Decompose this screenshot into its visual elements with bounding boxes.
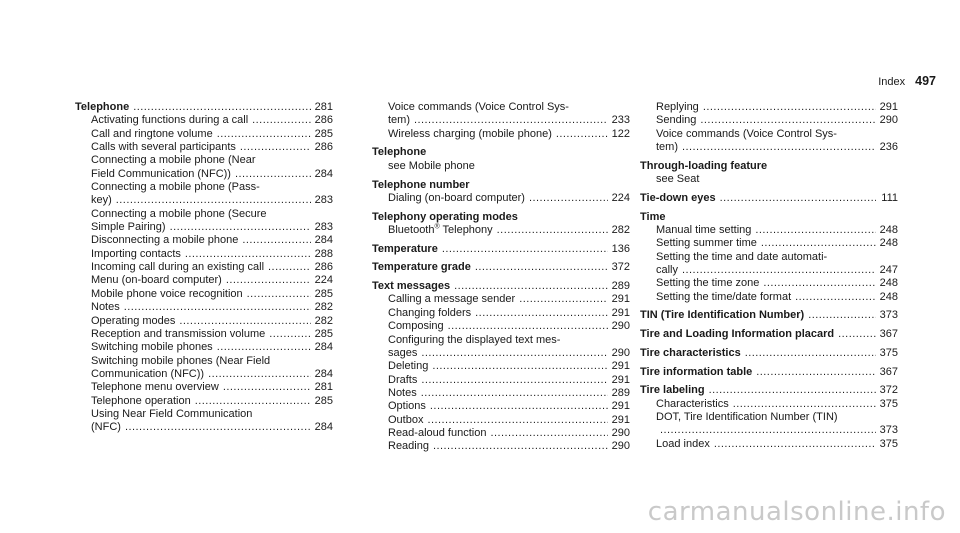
entry-title: Tire characteristics: [640, 346, 741, 359]
subentry-text: Switching mobile phones: [91, 341, 213, 354]
subentry[interactable]: [372, 387, 630, 400]
subentry[interactable]: [75, 328, 333, 341]
subentry[interactable]: [372, 320, 630, 333]
entry-title: Telephony operating modes: [372, 210, 518, 223]
subentry-text: Composing: [388, 320, 444, 333]
page-ref: 224: [611, 191, 630, 204]
page-ref: 367: [879, 365, 898, 378]
subentry-text: Deleting: [388, 360, 429, 373]
page-ref: 284: [314, 421, 333, 434]
see-reference[interactable]: [372, 160, 630, 173]
entry-title: Temperature: [372, 242, 438, 255]
subentry[interactable]: [372, 192, 630, 205]
page-ref: 284: [314, 367, 333, 380]
page-ref: 288: [314, 247, 333, 260]
see-text: see Mobile phone: [388, 159, 475, 172]
entry-title: Telephone: [75, 101, 130, 113]
subentry[interactable]: [75, 288, 333, 301]
subentry[interactable]: [75, 141, 333, 154]
subentry-text-line1: Connecting a mobile phone (Secure: [91, 207, 267, 220]
subentry-text: Drafts: [388, 373, 418, 386]
subentry-text: tem): [656, 141, 678, 154]
subentry[interactable]: [640, 291, 898, 304]
page-ref: 291: [611, 413, 630, 426]
subentry-text: Incoming call during an existing call: [91, 261, 265, 274]
subentry-text: Simple Pairing): [91, 221, 166, 234]
subentry[interactable]: [372, 293, 630, 306]
page-ref: 290: [611, 426, 630, 439]
subentry[interactable]: [75, 408, 333, 435]
subentry[interactable]: [372, 307, 630, 320]
subentry-text: Dialing (on-board computer): [388, 191, 525, 204]
page-ref: 290: [879, 114, 898, 127]
subentry-text-line1: Setting the time and date automati-: [656, 250, 828, 263]
subentry[interactable]: [75, 315, 333, 328]
subentry[interactable]: [75, 381, 333, 394]
page-ref: 375: [879, 346, 898, 359]
page-ref: 248: [879, 237, 898, 250]
index-entry-telephone[interactable]: [75, 101, 333, 114]
subentry-text: Read-aloud function: [388, 426, 487, 439]
subentry[interactable]: [640, 251, 898, 278]
subentry-text: Activating functions during a call: [91, 114, 249, 127]
page-ref: 290: [611, 346, 630, 359]
page-number: 497: [915, 74, 936, 88]
entry-title: Through-loading feature: [640, 159, 768, 172]
subentry-text: Field Communication (NFC)): [91, 167, 231, 180]
subentry[interactable]: [75, 181, 333, 208]
entry-title: Tire information table: [640, 365, 753, 378]
entry-title: Time: [640, 210, 666, 223]
page-ref: 248: [879, 290, 898, 303]
subentry-text: Load index: [656, 437, 710, 450]
page-ref: 291: [611, 373, 630, 386]
subentry-text-line1: Configuring the displayed text mes-: [388, 333, 561, 346]
subentry[interactable]: [75, 274, 333, 287]
page-ref: 111: [881, 191, 898, 204]
page-ref: 373: [879, 309, 898, 322]
subentry[interactable]: [640, 128, 898, 155]
subentry-text: Setting the time zone: [656, 277, 760, 290]
subentry[interactable]: [640, 224, 898, 237]
see-reference[interactable]: [640, 173, 898, 186]
subentry[interactable]: [372, 334, 630, 361]
subentry[interactable]: [372, 427, 630, 440]
page-ref: 367: [879, 328, 898, 341]
subentry-text: Importing contacts: [91, 247, 181, 260]
subentry[interactable]: [75, 128, 333, 141]
subentry-text: Notes: [91, 301, 120, 314]
subentry-text-line1: Switching mobile phones (Near Field: [91, 354, 271, 367]
entry-title: TIN (Tire Identification Number): [640, 309, 805, 322]
subentry-text: cally: [656, 263, 679, 276]
subentry-text-line1: Voice commands (Voice Control Sys-: [656, 127, 837, 140]
page-ref: 285: [314, 287, 333, 300]
subentry-text: Mobile phone voice recognition: [91, 287, 243, 300]
subentry[interactable]: [75, 114, 333, 127]
page-ref: 283: [314, 221, 333, 234]
page-ref: 233: [611, 114, 630, 127]
subentry[interactable]: [372, 128, 630, 141]
page-ref: 281: [314, 381, 333, 394]
watermark-text: carmanualsonline.info: [647, 497, 946, 527]
page-ref: 291: [611, 360, 630, 373]
subentry[interactable]: [372, 440, 630, 453]
page-header: [878, 74, 936, 88]
subentry-text: tem): [388, 114, 410, 127]
page-ref: 286: [314, 114, 333, 127]
see-text: see Seat: [656, 173, 700, 186]
subentry-text-line1: Connecting a mobile phone (Pass-: [91, 181, 260, 194]
index-entry-tire-labeling[interactable]: [640, 384, 898, 397]
subentry[interactable]: [372, 360, 630, 373]
entry-title: Tire labeling: [640, 384, 705, 397]
page-ref: 285: [314, 327, 333, 340]
registered-mark: ®: [434, 223, 440, 231]
subentry-text: Outbox: [388, 413, 424, 426]
subentry[interactable]: [75, 248, 333, 261]
page-ref: 236: [879, 141, 898, 154]
index-entry-time[interactable]: [640, 211, 898, 224]
page-ref: 375: [879, 397, 898, 410]
page-ref: 291: [611, 293, 630, 306]
subentry-text: Changing folders: [388, 306, 472, 319]
page-ref: 291: [611, 400, 630, 413]
index-entry-tire-loading-placard[interactable]: [640, 328, 898, 341]
entry-title: Telephone: [372, 146, 427, 159]
subentry-text: Manual time setting: [656, 223, 752, 236]
subentry-text: sages: [388, 346, 418, 359]
subentry[interactable]: [372, 400, 630, 413]
subentry[interactable]: [75, 395, 333, 408]
index-entry-temperature[interactable]: [372, 243, 630, 256]
page-ref: 248: [879, 223, 898, 236]
subentry-text: Calls with several participants: [91, 141, 236, 154]
subentry[interactable]: [75, 154, 333, 181]
page-ref: 289: [611, 386, 630, 399]
subentry-text-line1: Using Near Field Communication: [91, 407, 253, 420]
subentry-text: Characteristics: [656, 397, 729, 410]
subentry-text: Calling a message sender: [388, 293, 516, 306]
index-entry-tire-characteristics[interactable]: [640, 347, 898, 360]
page-ref: 283: [314, 194, 333, 207]
subentry-text: Replying: [656, 101, 699, 113]
page-ref: 286: [314, 141, 333, 154]
subentry[interactable]: [372, 374, 630, 387]
index-entry-tire-information-table[interactable]: [640, 366, 898, 379]
subentry-text: Reading: [388, 440, 429, 453]
index-entry-through-loading-feature[interactable]: [640, 160, 898, 173]
subentry[interactable]: [75, 234, 333, 247]
index-entry-telephone-number[interactable]: [372, 179, 630, 192]
subentry-text: Setting the time/date format: [656, 290, 792, 303]
subentry-text: Disconnecting a mobile phone: [91, 234, 239, 247]
subentry-text: Telephone operation: [91, 394, 191, 407]
page-ref: 372: [611, 261, 630, 274]
subentry[interactable]: [640, 277, 898, 290]
subentry-text: Setting summer time: [656, 237, 757, 250]
subentry[interactable]: [75, 261, 333, 274]
page-ref: 285: [314, 394, 333, 407]
section-label: Index: [878, 76, 906, 88]
page-ref: 247: [879, 263, 898, 276]
subentry-text: Options: [388, 400, 426, 413]
subentry[interactable]: [640, 237, 898, 250]
page-ref: 291: [611, 306, 630, 319]
page-ref: 291: [879, 101, 898, 113]
subentry-text-line1: DOT, Tire Identification Number (TIN): [656, 411, 838, 423]
page-ref: 282: [611, 223, 630, 236]
page-ref: 284: [314, 341, 333, 354]
entry-title: Telephone number: [372, 178, 470, 191]
entry-title: Tie-down eyes: [640, 191, 716, 204]
subentry[interactable]: [75, 301, 333, 314]
subentry[interactable]: [75, 208, 333, 235]
subentry[interactable]: [640, 114, 898, 127]
index-entry-telephone-see[interactable]: [372, 146, 630, 159]
subentry[interactable]: [75, 341, 333, 354]
subentry-text: Wireless charging (mobile phone): [388, 127, 552, 140]
subentry-text: Notes: [388, 386, 417, 399]
subentry-text: Sending: [656, 114, 697, 127]
subentry[interactable]: [640, 438, 898, 451]
page-ref: 290: [611, 320, 630, 333]
subentry[interactable]: [75, 355, 333, 382]
subentry-text-line1: Voice commands (Voice Control Sys-: [388, 101, 569, 113]
page-ref: 290: [611, 440, 630, 453]
page-ref: 285: [314, 127, 333, 140]
entry-title: Text messages: [372, 280, 451, 293]
index-entry-tie-down-eyes[interactable]: [640, 192, 898, 205]
index-entry-tin[interactable]: [640, 309, 898, 322]
index-column-1: [75, 101, 333, 435]
subentry-text: Telephone menu overview: [91, 381, 219, 394]
subentry-text: Menu (on-board computer): [91, 274, 222, 287]
subentry[interactable]: [640, 411, 898, 438]
page-ref: 284: [314, 234, 333, 247]
subentry[interactable]: [372, 414, 630, 427]
page-ref: 289: [611, 280, 630, 293]
entry-title: Temperature grade: [372, 261, 471, 274]
index-column-3: [640, 101, 898, 451]
index-column-2: [372, 101, 630, 454]
subentry[interactable]: [372, 101, 630, 128]
page-ref: 122: [611, 127, 630, 140]
subentry[interactable]: [640, 101, 898, 114]
subentry-text: (NFC): [91, 421, 121, 434]
subentry-text-line1: Connecting a mobile phone (Near: [91, 154, 256, 167]
page-ref: 248: [879, 277, 898, 290]
page-ref: 224: [314, 274, 333, 287]
subentry-text: Reception and transmission volume: [91, 327, 266, 340]
page-ref: 282: [314, 301, 333, 314]
page-ref: 284: [314, 167, 333, 180]
page-ref: 286: [314, 261, 333, 274]
subentry-text: Bluetooth® Telephony: [388, 223, 493, 236]
subentry[interactable]: [372, 224, 630, 237]
page-ref: 373: [879, 424, 898, 437]
page-ref: 136: [611, 242, 630, 255]
index-entry-text-messages[interactable]: [372, 280, 630, 293]
entry-title: Tire and Loading Information placard: [640, 328, 835, 341]
subentry-text: Operating modes: [91, 314, 176, 327]
subentry-text: Communication (NFC)): [91, 367, 205, 380]
subentry-text: key): [91, 194, 112, 207]
subentry[interactable]: [640, 398, 898, 411]
subentry-text: Call and ringtone volume: [91, 127, 213, 140]
page-ref: 281: [314, 101, 333, 113]
page-ref: 282: [314, 314, 333, 327]
page-ref: 375: [879, 437, 898, 450]
index-entry-temperature-grade[interactable]: [372, 261, 630, 274]
page-ref: 372: [879, 384, 898, 397]
index-entry-telephony-operating-modes[interactable]: [372, 211, 630, 224]
